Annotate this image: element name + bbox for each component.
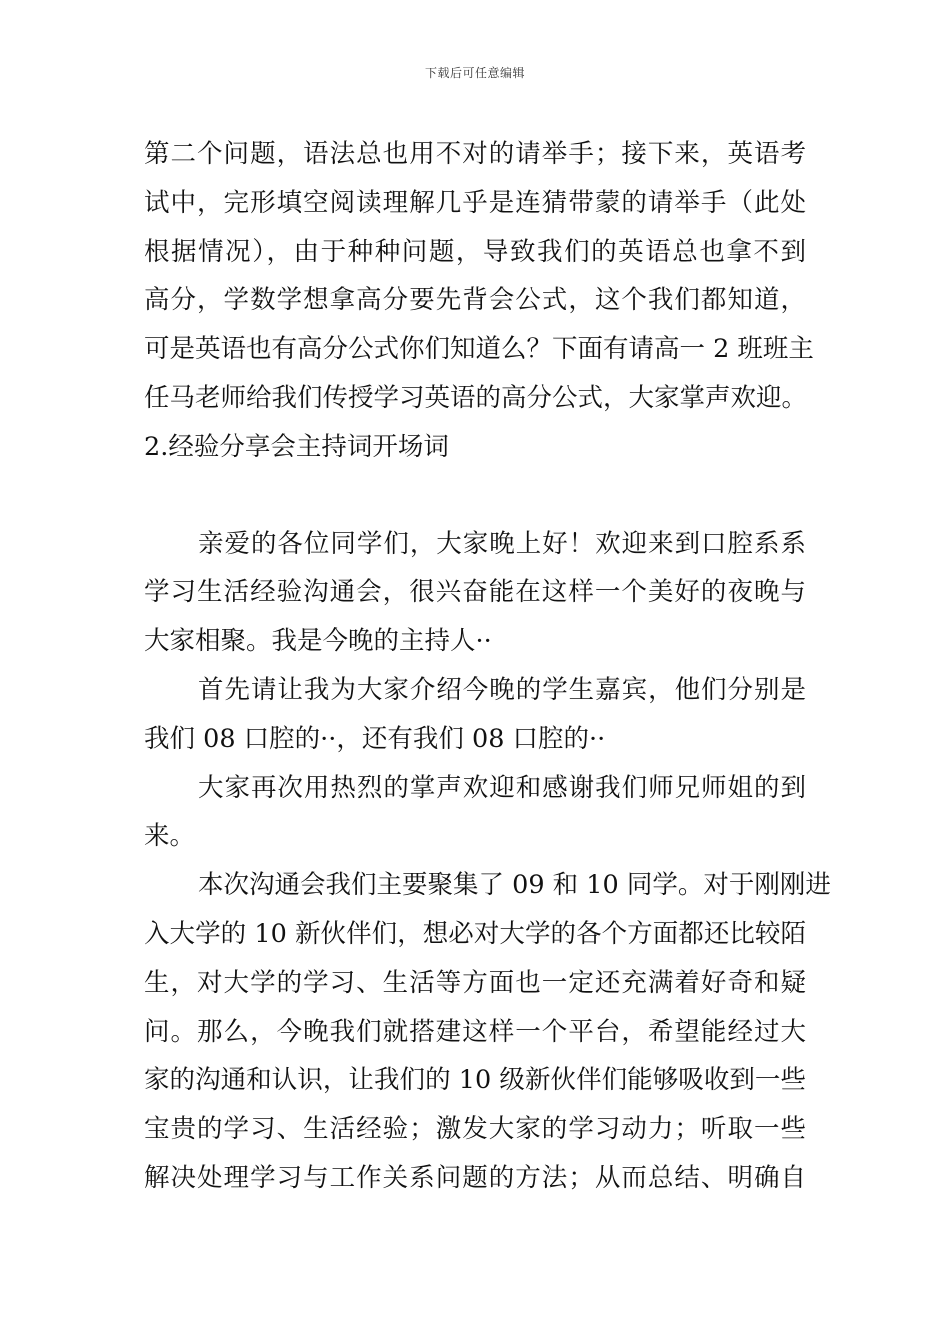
text-line: 家的沟通和认识，让我们的 10 级新伙伴们能够吸收到一些 xyxy=(144,1065,806,1096)
text-line: 本次沟通会我们主要聚集了 09 和 10 同学。对于刚刚进 xyxy=(198,870,831,901)
text-line: 解决处理学习与工作关系问题的方法；从而总结、明确自 xyxy=(144,1162,806,1193)
text-line: 试中，完形填空阅读理解几乎是连猜带蒙的请举手（此处 xyxy=(144,187,806,218)
paragraph xyxy=(144,764,806,862)
text-line: 生，对大学的学习、生活等方面也一定还充满着好奇和疑 xyxy=(144,967,806,998)
text-line: 入大学的 10 新伙伴们，想必对大学的各个方面都还比较陌 xyxy=(144,918,806,949)
text-line: 我们 08 口腔的··，还有我们 08 口腔的·· xyxy=(144,723,606,754)
page-header: 下载后可任意编辑 xyxy=(424,66,525,80)
paragraph xyxy=(144,861,831,1203)
text-line: 宝贵的学习、生活经验；激发大家的学习动力；听取一些 xyxy=(144,1114,806,1145)
text-line: 来。 xyxy=(144,821,196,852)
paragraph xyxy=(144,130,814,423)
text-line: 任马老师给我们传授学习英语的高分公式，大家掌声欢迎。 xyxy=(144,382,808,413)
text-line: 根据情况），由于种种问题，导致我们的英语总也拿不到 xyxy=(144,236,806,267)
text-line: 大家再次用热烈的掌声欢迎和感谢我们师兄师姐的到 xyxy=(198,772,806,803)
text-line: 大家相聚。我是今晚的主持人·· xyxy=(144,626,492,657)
paragraph xyxy=(144,520,806,666)
text-line: 首先请让我为大家介绍今晚的学生嘉宾，他们分别是 xyxy=(198,674,806,705)
section-heading: 2.经验分享会主持词开场词 xyxy=(144,431,449,462)
paragraph xyxy=(144,666,806,764)
text-line: 可是英语也有高分公式你们知道么？下面有请高一 2 班班主 xyxy=(144,334,814,365)
text-line: 高分，学数学想拿高分要先背会公式，这个我们都知道， xyxy=(144,285,806,316)
text-line: 问。那么，今晚我们就搭建这样一个平台，希望能经过大 xyxy=(144,1016,806,1047)
document-body xyxy=(144,130,831,1203)
text-line: 学习生活经验沟通会，很兴奋能在这样一个美好的夜晚与 xyxy=(144,577,806,608)
blank-gap xyxy=(144,472,806,520)
text-line: 第二个问题，语法总也用不对的请举手；接下来，英语考 xyxy=(144,139,806,169)
text-line: 亲爱的各位同学们，大家晚上好！欢迎来到口腔系系 xyxy=(198,528,806,559)
